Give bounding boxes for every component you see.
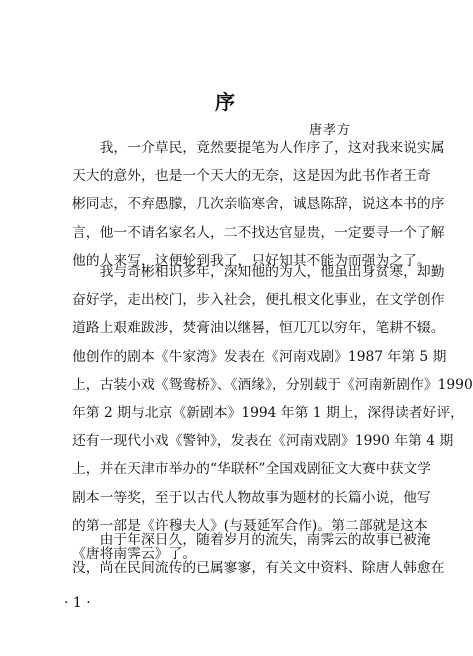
text-line: 《唐将南霁云》了。	[72, 545, 197, 562]
text-line: 由于年深日久，随着岁月的流失，南霁云的故事已被淹	[72, 532, 431, 548]
text-line: 没，尚在民间流传的已属寥寥，有关文中资料、除唐人韩愈在	[72, 560, 445, 577]
text-line: 言，他一不请名家名人，二不找达官显贵，一定要寻一个了解	[72, 224, 445, 241]
text-line: 剧本一等奖，至于以古代人物故事为题材的长篇小说，他写	[72, 489, 431, 506]
text-line: 彬同志，不弃愚朦，几次亲临寒舍，诚恳陈辞，说这本书的序	[72, 196, 445, 213]
page-title: 序	[215, 90, 235, 114]
text-line: 年第 2 期与北京《新剧本》1994 年第 1 期上，深得读者好评，	[72, 404, 464, 421]
text-line: 上，并在天津市举办的“华联杯”全国戏剧征文大赛中获文学	[72, 461, 432, 478]
text-line: 天大的意外，也是一个天大的无奈，这是因为此书作者王奇	[72, 168, 431, 185]
text-line: 的第一部是《许穆夫人》(与聂延军合作)。第二部就是这本	[72, 517, 428, 534]
paragraph-3	[72, 526, 445, 582]
text-line: 上，古装小戏《鸳鸯桥》、《酒缘》，分别载于《河南新剧作》1990	[72, 376, 473, 393]
text-line: 还有一现代小戏《警钟》，发表在《河南戏剧》1990 年第 4 期	[72, 433, 454, 450]
page-number: · 1 ·	[64, 595, 91, 611]
text-line: 奋好学，走出校门，步入社会，便扎根文化事业，在文学创作	[72, 292, 445, 309]
author-name: 唐孝方	[309, 123, 352, 138]
text-line: 他的人来写，这便轮到我了，只好知其不能为而强为之了。	[72, 252, 431, 269]
text-line: 我，一介草民，竟然要提笔为人作序了，这对我来说实属	[72, 140, 445, 156]
text-line: 我与奇彬相识多年，深知他的为人，他虽出身贫寒，却勤	[72, 264, 445, 280]
text-line: 他创作的剧本《牛家湾》发表在《河南戏剧》1987 年第 5 期	[72, 348, 447, 365]
paragraph-2	[72, 258, 473, 568]
text-line: 道路上艰难跋涉，焚膏油以继晷，恒兀兀以穷年，笔耕不辍。	[72, 320, 445, 337]
paragraph-1	[72, 134, 445, 275]
